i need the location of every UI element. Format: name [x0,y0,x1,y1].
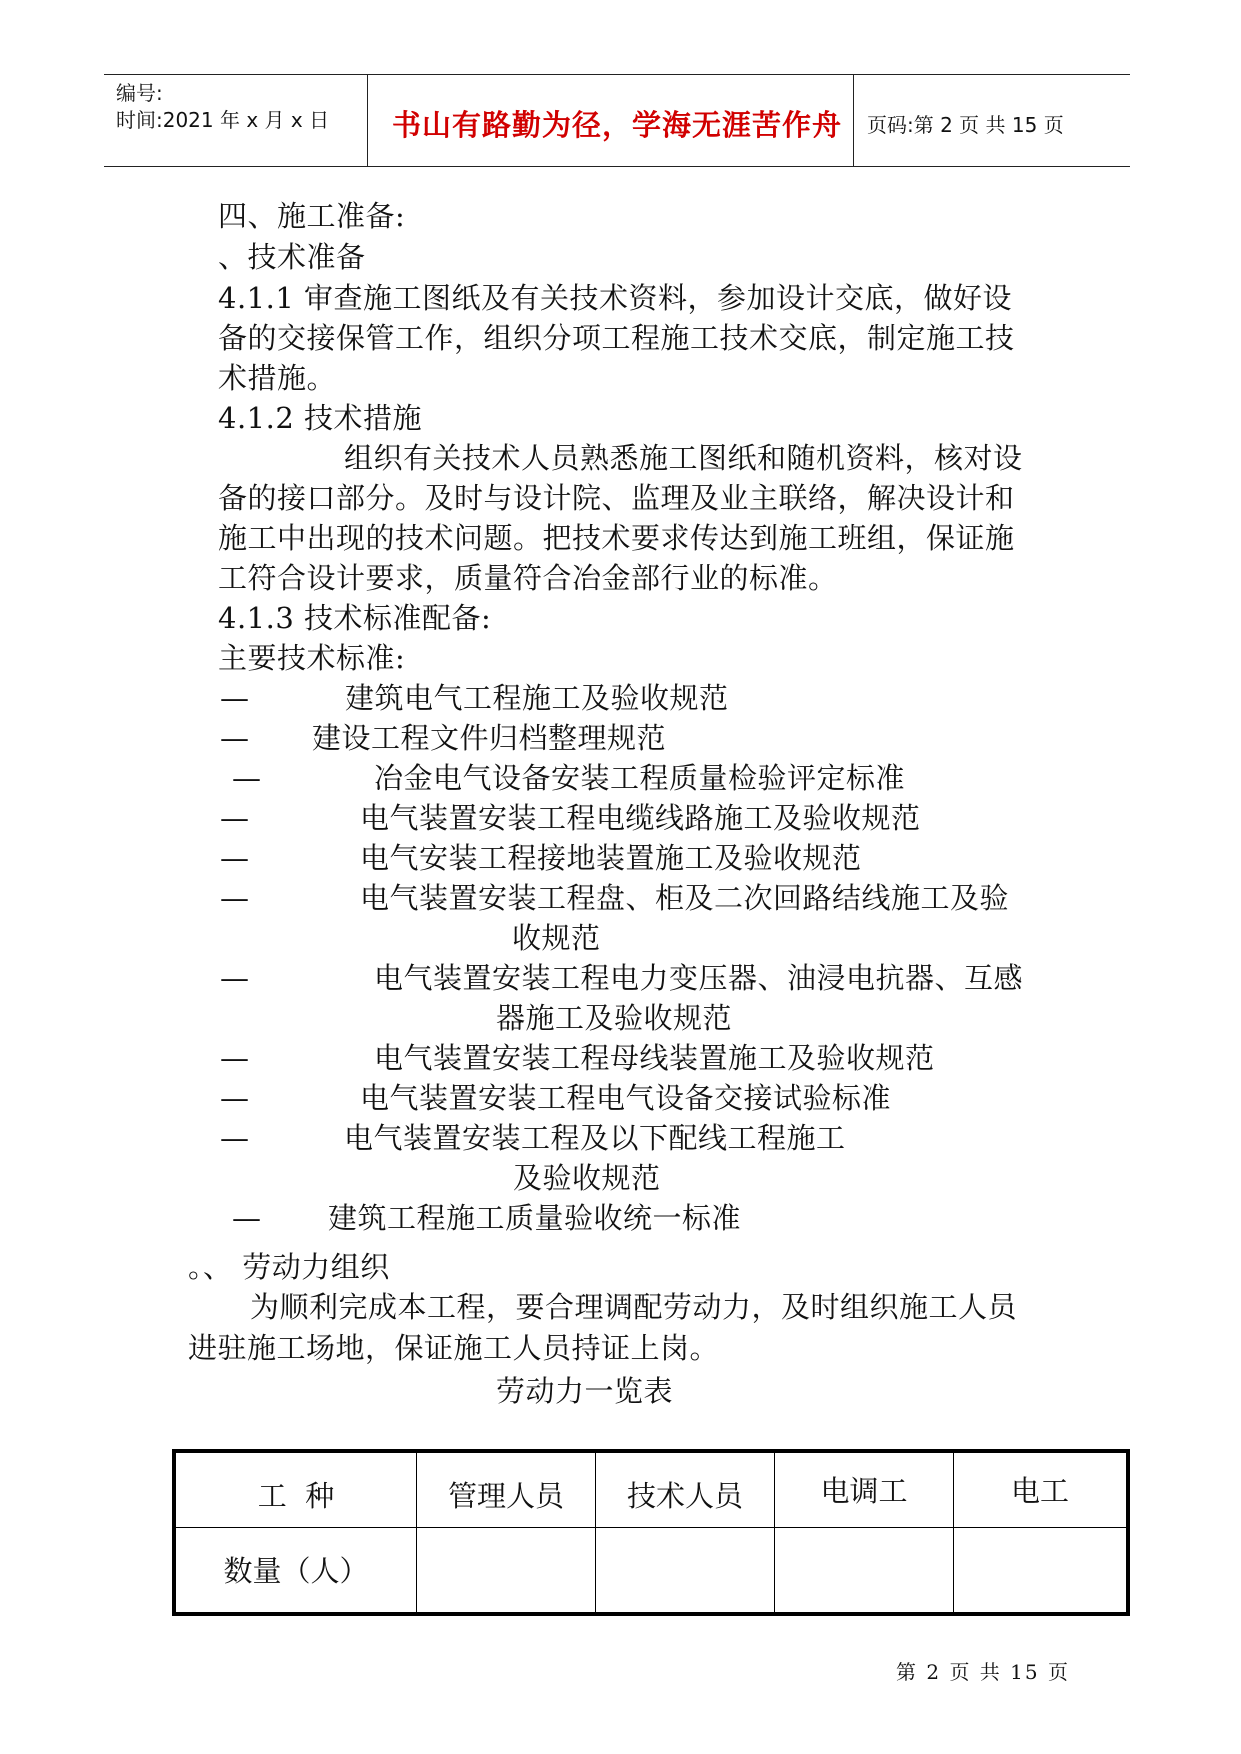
header-motto: 书山有路勤为径，学海无涯苦作舟 [392,108,843,142]
paragraph-line: 组织有关技术人员熟悉施工图纸和随机资料，核对设 [344,441,1023,475]
table-cell [417,1527,596,1614]
standard-item: 建筑工程施工质量验收统一标准 [328,1201,742,1235]
header-cell-technical: 技术人员 [596,1451,775,1527]
standard-item-cont: 收规范 [512,921,601,955]
standard-item: 电气装置安装工程电力变压器、油浸电抗器、互感 [374,961,1024,995]
list-dash: — [220,841,250,875]
standard-item-cont: 器施工及验收规范 [496,1001,733,1035]
paragraph-line: 为顺利完成本工程，要合理调配劳动力，及时组织施工人员 [250,1290,1018,1324]
list-dash: — [220,961,250,995]
header-cell-trade: 工 种 [174,1451,417,1527]
subsection-tech-prep: 、技术准备 [218,240,366,274]
header-time-label: 时间:2021 年 x 月 x 日 [116,108,330,132]
table-cell [775,1527,954,1614]
standard-item: 电气安装工程接地装置施工及验收规范 [360,841,862,875]
standard-item: 电气装置安装工程母线装置施工及验收规范 [374,1041,935,1075]
header-divider-right [853,74,854,167]
row-label-quantity: 数量（人） [174,1527,417,1614]
standard-item: 电气装置安装工程电气设备交接试验标准 [360,1081,892,1115]
paragraph-line: 4.1.1 审查施工图纸及有关技术资料，参加设计交底，做好设 [218,281,1013,315]
standard-item: 电气装置安装工程盘、柜及二次回路结线施工及验 [360,881,1010,915]
paragraph-line: 进驻施工场地，保证施工人员持证上岗。 [188,1331,720,1365]
header-bottom-rule [104,166,1130,167]
header-cell-electrician: 电工 [954,1451,1129,1527]
header-cell-electrical-tuner: 电调工 [775,1451,954,1527]
list-dash: — [232,1201,262,1235]
header-page-info: 页码:第 2 页 共 15 页 [867,113,1064,137]
list-dash: — [220,801,250,835]
paragraph-line: 备的交接保管工作，组织分项工程施工技术交底，制定施工技 [218,321,1015,355]
standard-item: 冶金电气设备安装工程质量检验评定标准 [374,761,906,795]
paragraph-line: 工符合设计要求，质量符合冶金部行业的标准。 [218,561,838,595]
table-cell [596,1527,775,1614]
header-divider-left [367,74,368,167]
paragraph-line: 术措施。 [218,361,337,395]
paragraph-line: 备的接口部分。及时与设计院、监理及业主联络，解决设计和 [218,481,1015,515]
table-title: 劳动力一览表 [496,1374,674,1408]
list-dash: — [220,721,250,755]
footer-page-number: 第 2 页 共 15 页 [896,1660,1070,1684]
standards-label: 主要技术标准: [218,641,406,675]
list-dash: — [220,681,250,715]
list-dash: — [220,1121,250,1155]
header-top-rule [104,74,1130,75]
labor-heading: 。、 劳动力组织 [188,1250,390,1284]
paragraph-line: 施工中出现的技术问题。把技术要求传达到施工班组，保证施 [218,521,1015,555]
header-number-label: 编号: [116,81,163,105]
table-row [174,1527,1128,1614]
standard-item: 建设工程文件归档整理规范 [312,721,667,755]
table-cell [954,1527,1129,1614]
subsection-heading: 4.1.2 技术措施 [218,401,423,435]
standard-item: 建筑电气工程施工及验收规范 [345,681,729,715]
list-dash: — [232,761,262,795]
subsection-heading: 4.1.3 技术标准配备: [218,601,492,635]
header-cell-management: 管理人员 [417,1451,596,1527]
list-dash: — [220,881,250,915]
section-heading: 四、施工准备: [218,199,406,233]
standard-item: 电气装置安装工程电缆线路施工及验收规范 [360,801,921,835]
list-dash: — [220,1081,250,1115]
labor-table [172,1449,1130,1616]
list-dash: — [220,1041,250,1075]
standard-item-cont: 及验收规范 [513,1161,661,1195]
table-header-row [174,1451,1128,1527]
standard-item: 电气装置安装工程及以下配线工程施工 [344,1121,846,1155]
